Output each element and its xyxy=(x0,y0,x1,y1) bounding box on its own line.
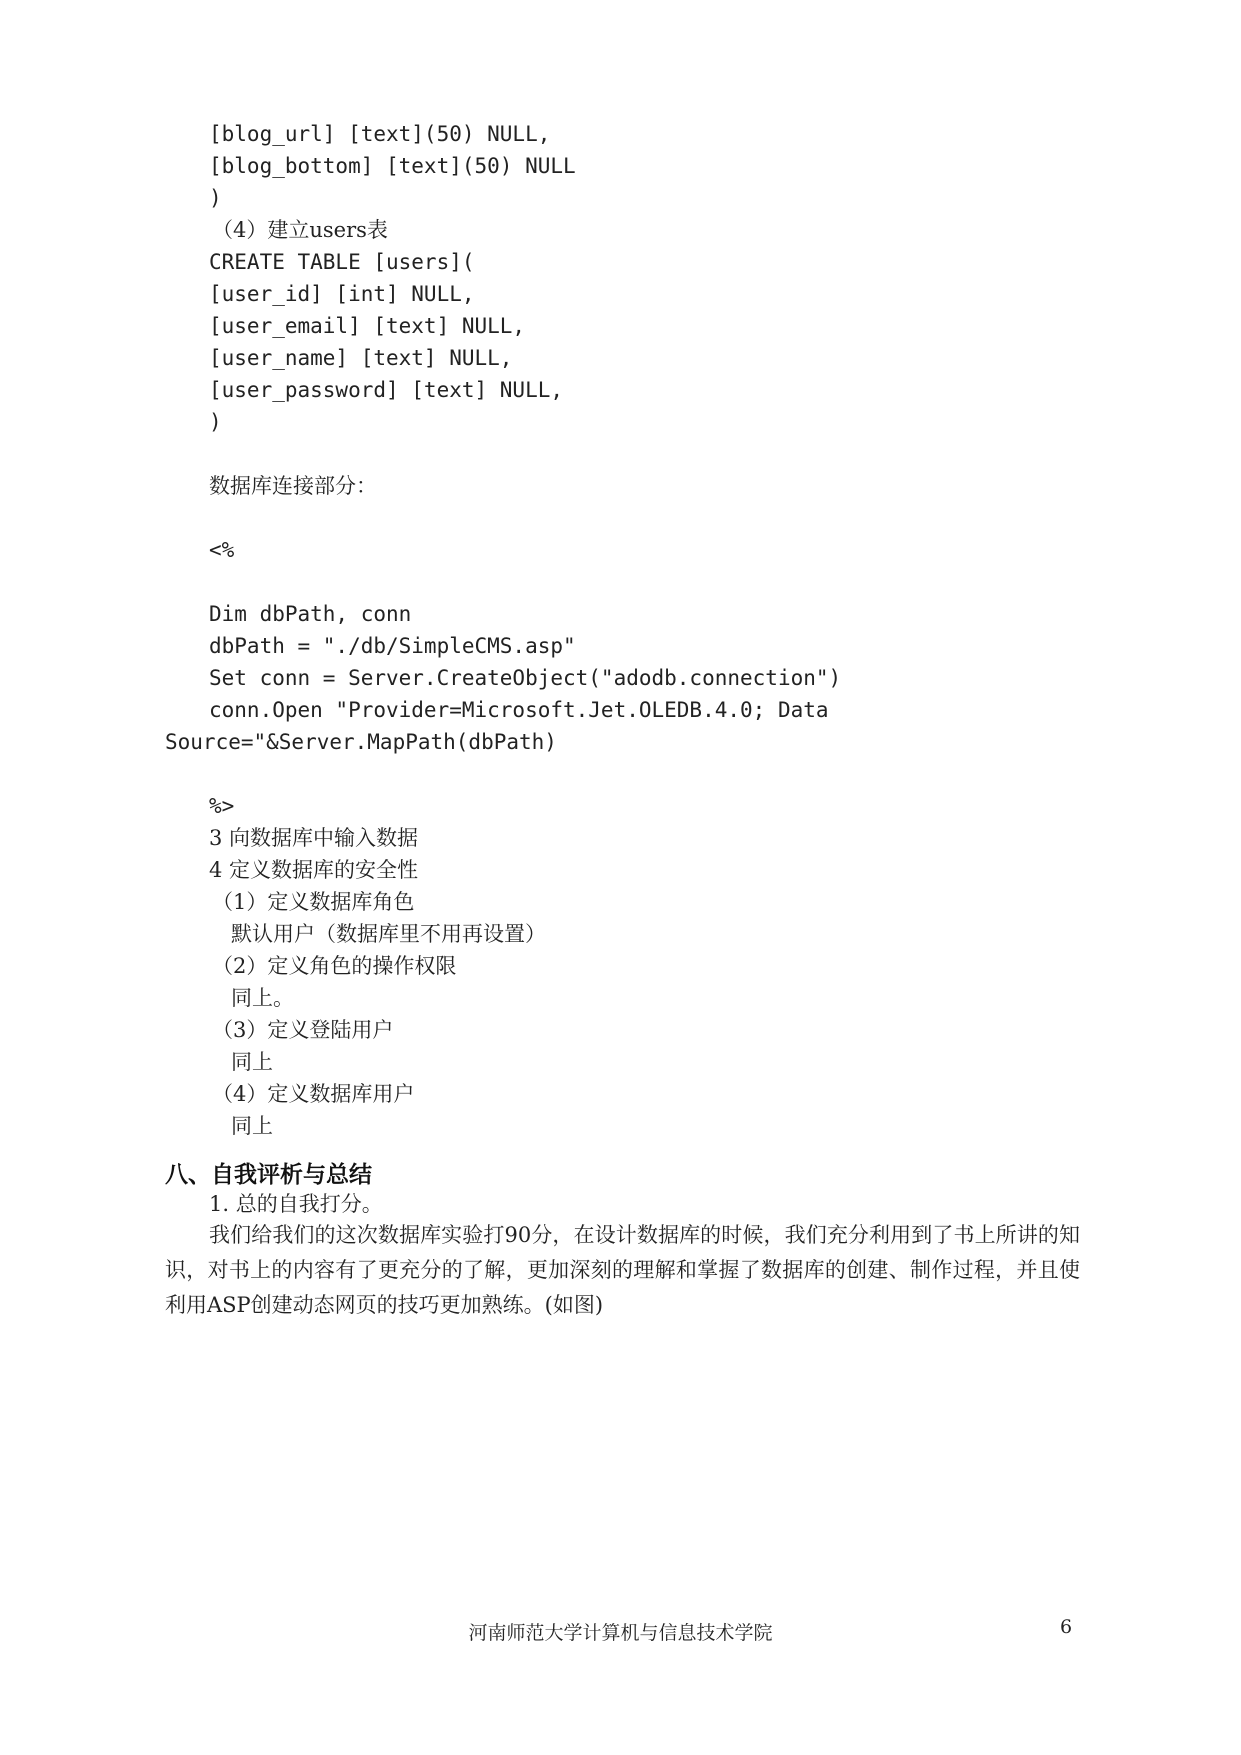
step-3: 3 向数据库中输入数据 xyxy=(209,826,419,850)
code-line: [user_password] [text] NULL, xyxy=(209,378,564,402)
step-4: 4 定义数据库的安全性 xyxy=(209,858,419,882)
summary-paragraph: 我们给我们的这次数据库实验打90分，在设计数据库的时候，我们充分利用到了书上所讲的知识，对书上的内容有了更充分的了解，更加深刻的理解和掌握了数据库的创建、制作过程，并且使利用ASP创建动态网页的技巧更加熟练。(如图) xyxy=(165,1223,1080,1317)
substep-1-note: 默认用户（数据库里不用再设置） xyxy=(231,922,546,946)
substep-3: （3）定义登陆用户 xyxy=(212,1018,394,1042)
code-line: Set conn = Server.CreateObject("adodb.connection") xyxy=(209,666,842,690)
code-line: [blog_bottom] [text](50) NULL xyxy=(209,154,576,178)
code-line: [user_id] [int] NULL, xyxy=(209,282,475,306)
code-line: Source="&Server.MapPath(dbPath) xyxy=(165,730,557,754)
asp-open-tag: <% xyxy=(209,538,235,562)
page-number: 6 xyxy=(1060,1616,1073,1638)
code-line: Dim dbPath, conn xyxy=(209,602,412,626)
code-line: [blog_url] [text](50) NULL, xyxy=(209,122,551,146)
code-subheading: （4）建立users表 xyxy=(212,218,388,242)
substep-2: （2）定义角色的操作权限 xyxy=(212,954,457,978)
code-line: [user_email] [text] NULL, xyxy=(209,314,526,338)
section-heading: 八、自我评析与总结 xyxy=(165,1162,372,1188)
code-line: [user_name] [text] NULL, xyxy=(209,346,513,370)
db-connection-label: 数据库连接部分： xyxy=(209,474,377,498)
substep-2-note: 同上。 xyxy=(231,986,294,1010)
code-line: CREATE TABLE [users]( xyxy=(209,250,475,274)
substep-4-note: 同上 xyxy=(231,1114,273,1138)
substep-4: （4）定义数据库用户 xyxy=(212,1082,415,1106)
page-footer: 河南师范大学计算机与信息技术学院 xyxy=(468,1622,773,1644)
asp-close-tag: %> xyxy=(209,794,235,818)
code-line: ) xyxy=(209,410,222,434)
code-line: conn.Open "Provider=Microsoft.Jet.OLEDB.4.0; Data xyxy=(209,698,829,722)
substep-1: （1）定义数据库角色 xyxy=(212,890,415,914)
substep-3-note: 同上 xyxy=(231,1050,273,1074)
code-line: dbPath = "./db/SimpleCMS.asp" xyxy=(209,634,576,658)
code-line: ) xyxy=(209,186,222,210)
score-item: 1. 总的自我打分。 xyxy=(209,1192,383,1216)
